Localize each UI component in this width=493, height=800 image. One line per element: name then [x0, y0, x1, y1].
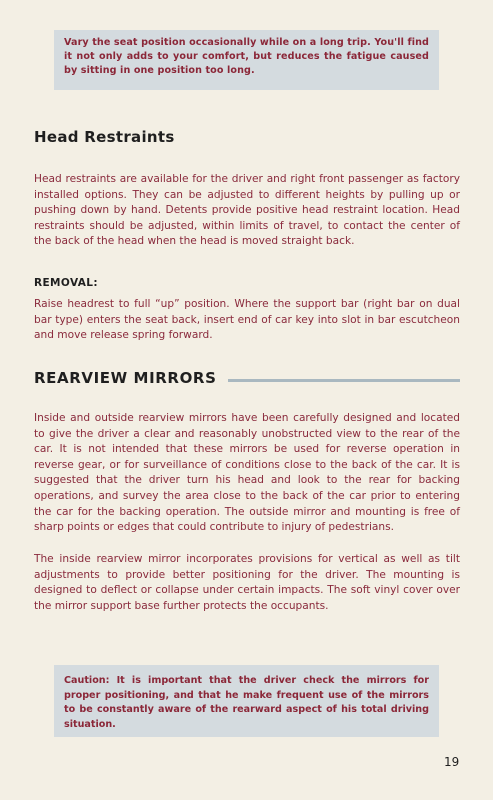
- heading-rule: [228, 379, 460, 382]
- mirrors-paragraph-2: The inside rearview mirror incorporates provisions for vertical as well as tilt adjustments to provide better positioning for the driver. The mounting is designed to deflect or collapse under certain impacts. The soft vinyl cover over the mirror support base further protects the occupants.: [34, 553, 460, 612]
- tip-text: Vary the seat position occasionally while on a long trip. You'll find it not only adds to your comfort, but reduces the fatigue caused by sitting in one position too long.: [64, 37, 429, 76]
- caution-box: [54, 665, 439, 737]
- removal-paragraph: Raise headrest to full “up” position. Where the support bar (right bar on dual bar type) enters the seat back, insert end of car key into slot in bar escutcheon and move release spring forward.: [34, 298, 460, 342]
- page-number: 19: [444, 755, 460, 769]
- caution-text: Caution: It is important that the driver check the mirrors for proper positioning, and that he make frequent use of the mirrors to be constantly aware of the rearward aspect of his total driving situation.: [64, 675, 429, 730]
- removal-heading: REMOVAL:: [34, 277, 98, 289]
- tip-box: [54, 30, 439, 90]
- mirrors-paragraph-1: Inside and outside rearview mirrors have been carefully designed and located to give the driver a clear and reasonably unobstructed view to the rear of the car. It is not intended that these mirrors be used for reverse operation in reverse gear, or for surveillance of conditions close to the back of the car. It is suggested that the driver turn his head and look to the rear for backing operations, and survey the area close to the back of the car prior to entering the car for the backing operation. The outside mirror and mounting is free of sharp points or edges that could contribute to injury of pedestrians.: [34, 412, 460, 534]
- head-restraints-paragraph: Head restraints are available for the driver and right front passenger as factory installed options. They can be adjusted to different heights by pulling up or pushing down by hand. Detents provide positive head restraint location. Head restraints should be adjusted, within limits of travel, to contact the center of the back of the head when the head is moved straight back.: [34, 173, 460, 248]
- head-restraints-heading: Head Restraints: [34, 128, 175, 146]
- rearview-mirrors-heading: REARVIEW MIRRORS: [34, 369, 217, 387]
